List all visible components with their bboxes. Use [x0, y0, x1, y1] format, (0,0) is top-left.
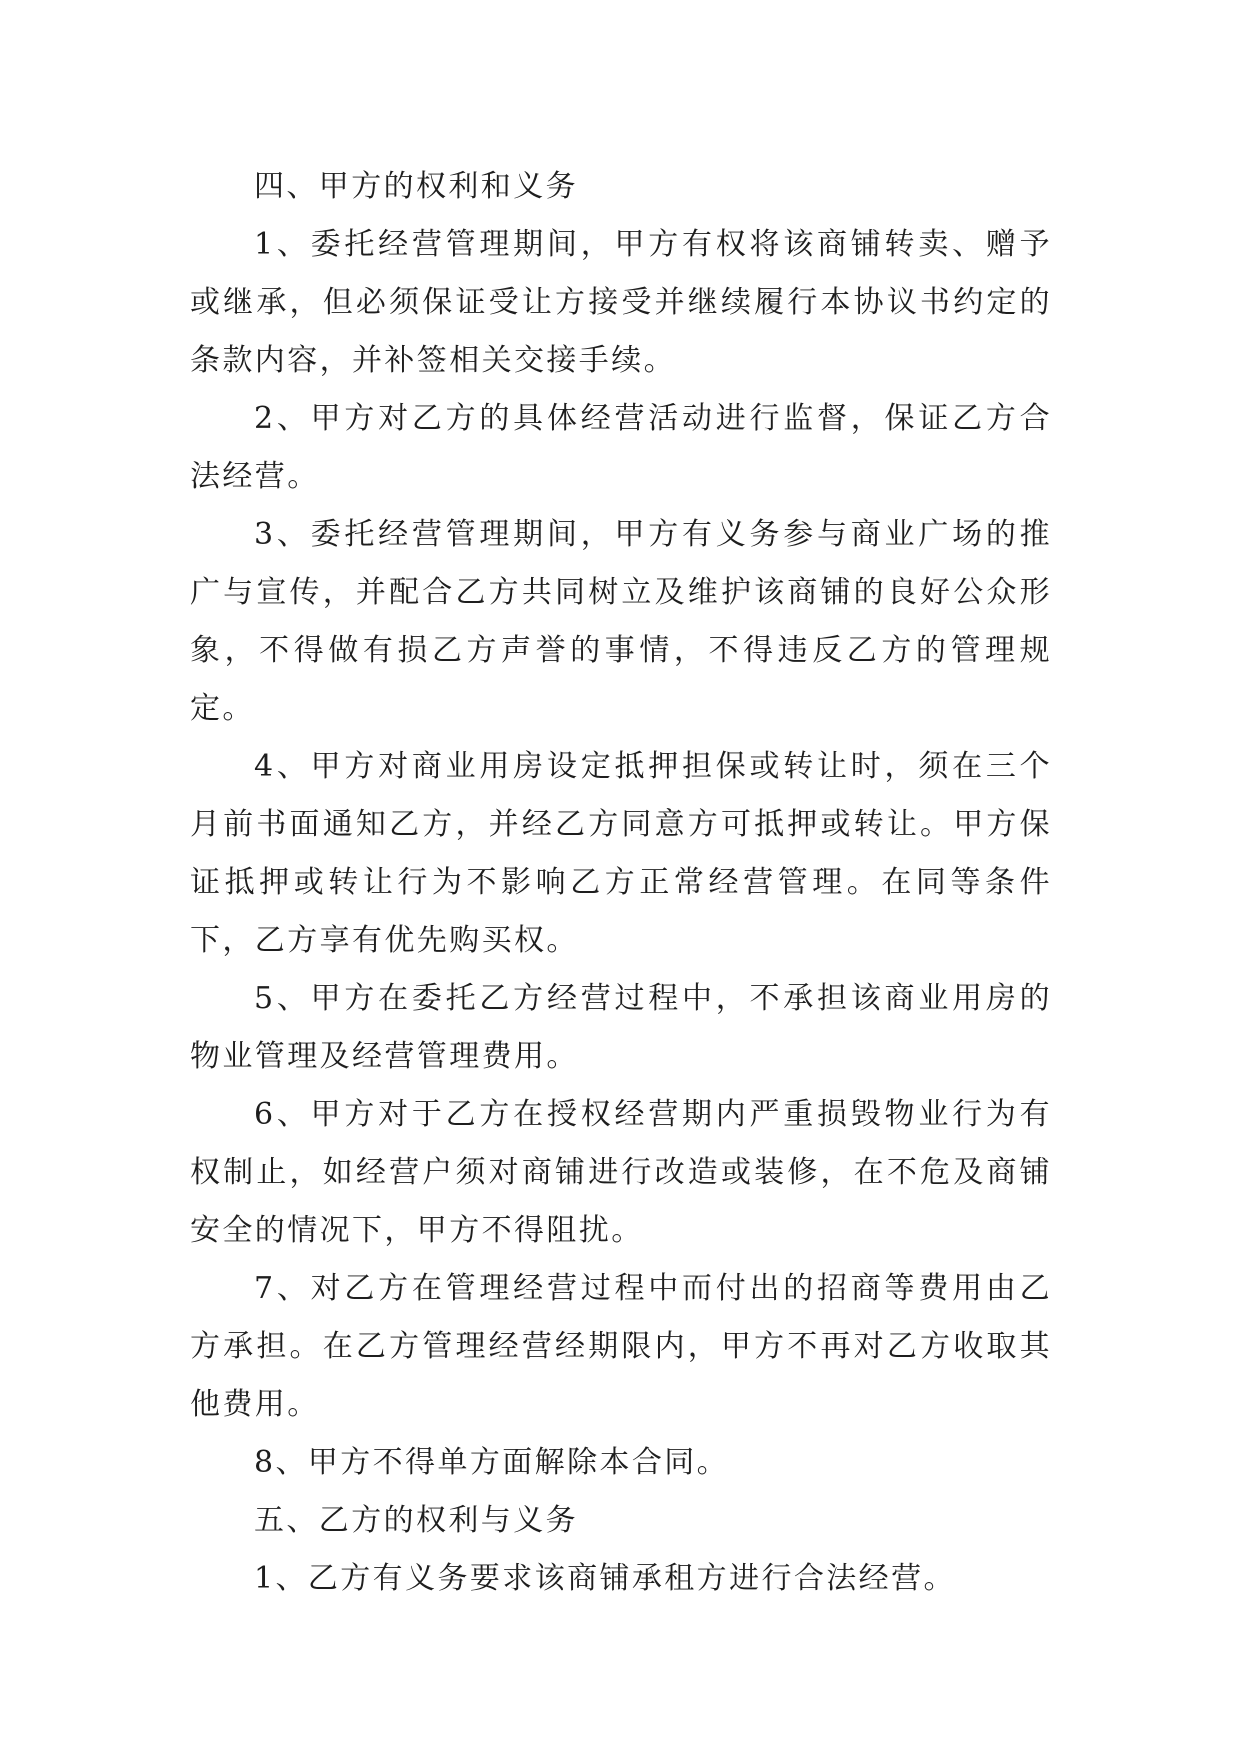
clause-4-6: 6、甲方对于乙方在授权经营期内严重损毁物业行为有权制止，如经营户须对商铺进行改造或装修，在不危及商铺安全的情况下，甲方不得阻扰。 [190, 1097, 1052, 1248]
clause-4-3: 3、委托经营管理期间，甲方有义务参与商业广场的推广与宣传，并配合乙方共同树立及维护该商铺的良好公众形象，不得做有损乙方声誉的事情，不得违反乙方的管理规定。 [190, 517, 1052, 726]
clause-5-1: 1、乙方有义务要求该商铺承租方进行合法经营。 [254, 1561, 956, 1596]
clause-4-5: 5、甲方在委托乙方经营过程中，不承担该商业用房的物业管理及经营管理费用。 [190, 981, 1052, 1074]
clause-4-8: 8、甲方不得单方面解除本合同。 [254, 1445, 730, 1480]
document-body [190, 158, 1052, 1608]
clause-4-1: 1、委托经营管理期间，甲方有权将该商铺转卖、赠予或继承，但必须保证受让方接受并继续履行本协议书约定的条款内容，并补签相关交接手续。 [190, 227, 1052, 378]
section-heading-party-b-rights: 五、乙方的权利与义务 [254, 1503, 578, 1538]
clause-4-7: 7、对乙方在管理经营过程中而付出的招商等费用由乙方承担。在乙方管理经营经期限内，甲方不再对乙方收取其他费用。 [190, 1271, 1052, 1422]
clause-4-2: 2、甲方对乙方的具体经营活动进行监督，保证乙方合法经营。 [190, 401, 1052, 494]
section-heading-party-a-rights: 四、甲方的权利和义务 [254, 169, 578, 204]
clause-4-4: 4、甲方对商业用房设定抵押担保或转让时，须在三个月前书面通知乙方，并经乙方同意方可抵押或转让。甲方保证抵押或转让行为不影响乙方正常经营管理。在同等条件下，乙方享有优先购买权。 [190, 749, 1052, 958]
